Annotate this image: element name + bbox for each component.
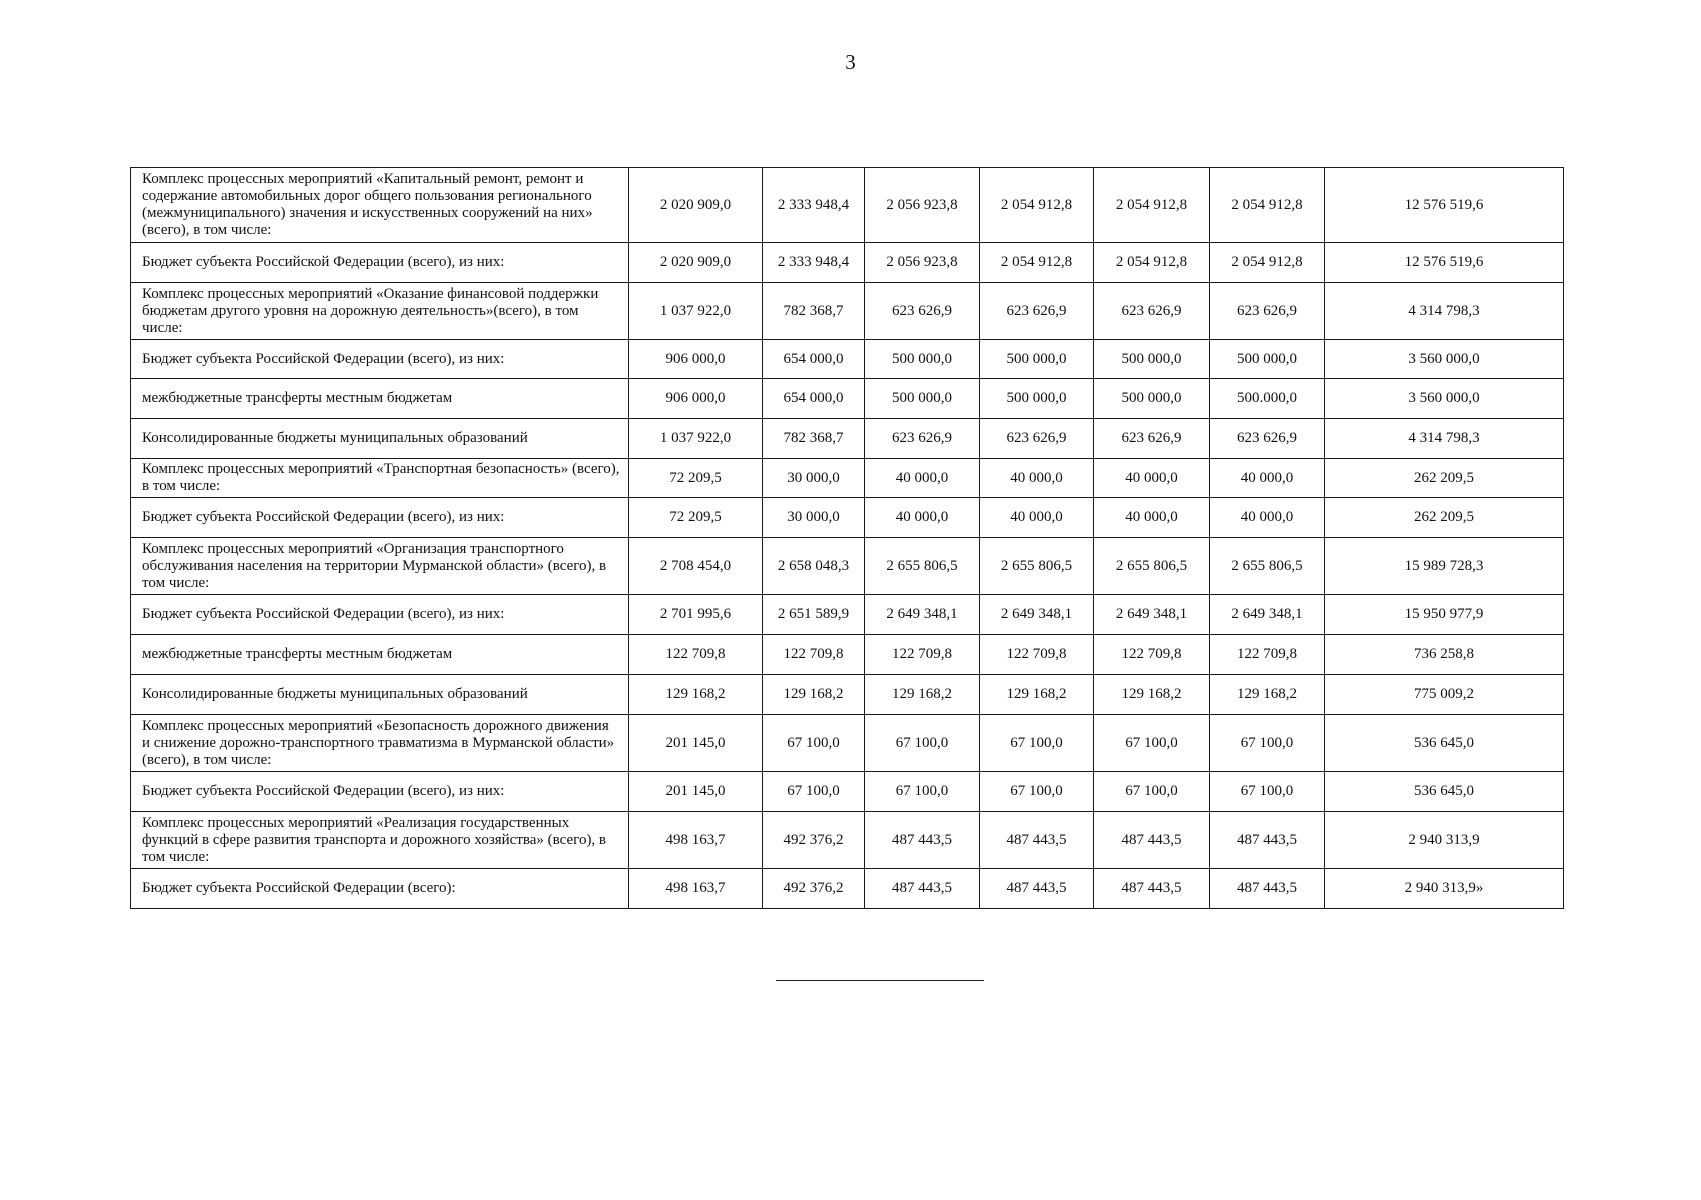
value-cell: 67 100,0 bbox=[865, 772, 980, 812]
value-cell: 500 000,0 bbox=[865, 340, 980, 379]
row-label: Комплекс процессных мероприятий «Транспортная безопасность» (всего), в том числе: bbox=[131, 459, 629, 498]
page-number: 3 bbox=[845, 50, 856, 74]
row-label: Консолидированные бюджеты муниципальных образований bbox=[131, 419, 629, 459]
value-cell: 2 054 912,8 bbox=[980, 243, 1094, 283]
value-cell: 906 000,0 bbox=[629, 340, 763, 379]
value-cell: 623 626,9 bbox=[980, 419, 1094, 459]
value-cell: 122 709,8 bbox=[1094, 635, 1210, 675]
value-cell: 40 000,0 bbox=[980, 498, 1094, 538]
value-cell: 2 333 948,4 bbox=[763, 168, 865, 243]
value-cell: 500 000,0 bbox=[865, 379, 980, 419]
value-cell: 1 037 922,0 bbox=[629, 283, 763, 340]
value-cell: 2 054 912,8 bbox=[980, 168, 1094, 243]
value-cell: 2 658 048,3 bbox=[763, 538, 865, 595]
value-cell: 487 443,5 bbox=[980, 869, 1094, 909]
value-cell: 2 655 806,5 bbox=[865, 538, 980, 595]
value-cell: 623 626,9 bbox=[1210, 283, 1325, 340]
row-label: Бюджет субъекта Российской Федерации (всего), из них: bbox=[131, 772, 629, 812]
value-cell: 2 056 923,8 bbox=[865, 168, 980, 243]
value-cell: 2 651 589,9 bbox=[763, 595, 865, 635]
value-cell: 500.000,0 bbox=[1210, 379, 1325, 419]
value-cell: 500 000,0 bbox=[1210, 340, 1325, 379]
value-cell: 1 037 922,0 bbox=[629, 419, 763, 459]
total-cell: 12 576 519,6 bbox=[1325, 243, 1564, 283]
value-cell: 40 000,0 bbox=[1210, 498, 1325, 538]
value-cell: 201 145,0 bbox=[629, 715, 763, 772]
value-cell: 498 163,7 bbox=[629, 812, 763, 869]
table-row bbox=[131, 675, 1564, 715]
value-cell: 30 000,0 bbox=[763, 498, 865, 538]
value-cell: 2 649 348,1 bbox=[1094, 595, 1210, 635]
value-cell: 129 168,2 bbox=[629, 675, 763, 715]
table-row bbox=[131, 379, 1564, 419]
value-cell: 2 655 806,5 bbox=[980, 538, 1094, 595]
value-cell: 623 626,9 bbox=[1210, 419, 1325, 459]
budget-table bbox=[130, 167, 1564, 909]
value-cell: 40 000,0 bbox=[865, 459, 980, 498]
value-cell: 2 701 995,6 bbox=[629, 595, 763, 635]
value-cell: 67 100,0 bbox=[1094, 715, 1210, 772]
value-cell: 72 209,5 bbox=[629, 498, 763, 538]
value-cell: 487 443,5 bbox=[1210, 869, 1325, 909]
value-cell: 782 368,7 bbox=[763, 283, 865, 340]
value-cell: 122 709,8 bbox=[763, 635, 865, 675]
value-cell: 487 443,5 bbox=[1210, 812, 1325, 869]
total-cell: 262 209,5 bbox=[1325, 498, 1564, 538]
table-row bbox=[131, 538, 1564, 595]
value-cell: 654 000,0 bbox=[763, 340, 865, 379]
row-label: межбюджетные трансферты местным бюджетам bbox=[131, 379, 629, 419]
row-label: Бюджет субъекта Российской Федерации (всего): bbox=[131, 869, 629, 909]
value-cell: 129 168,2 bbox=[763, 675, 865, 715]
value-cell: 500 000,0 bbox=[980, 379, 1094, 419]
value-cell: 500 000,0 bbox=[1094, 340, 1210, 379]
value-cell: 2 054 912,8 bbox=[1094, 168, 1210, 243]
value-cell: 500 000,0 bbox=[1094, 379, 1210, 419]
value-cell: 40 000,0 bbox=[980, 459, 1094, 498]
value-cell: 2 054 912,8 bbox=[1210, 243, 1325, 283]
value-cell: 2 655 806,5 bbox=[1094, 538, 1210, 595]
closing-rule bbox=[776, 980, 984, 981]
value-cell: 487 443,5 bbox=[980, 812, 1094, 869]
row-label: Бюджет субъекта Российской Федерации (всего), из них: bbox=[131, 595, 629, 635]
table-row bbox=[131, 243, 1564, 283]
row-label: Бюджет субъекта Российской Федерации (всего), из них: bbox=[131, 498, 629, 538]
value-cell: 2 649 348,1 bbox=[1210, 595, 1325, 635]
value-cell: 2 054 912,8 bbox=[1094, 243, 1210, 283]
table-body bbox=[131, 168, 1564, 909]
value-cell: 623 626,9 bbox=[1094, 419, 1210, 459]
table-row bbox=[131, 283, 1564, 340]
total-cell: 262 209,5 bbox=[1325, 459, 1564, 498]
value-cell: 67 100,0 bbox=[763, 772, 865, 812]
value-cell: 2 708 454,0 bbox=[629, 538, 763, 595]
value-cell: 67 100,0 bbox=[980, 715, 1094, 772]
table-row bbox=[131, 419, 1564, 459]
value-cell: 40 000,0 bbox=[1094, 498, 1210, 538]
total-cell: 4 314 798,3 bbox=[1325, 283, 1564, 340]
total-cell: 2 940 313,9» bbox=[1325, 869, 1564, 909]
value-cell: 122 709,8 bbox=[629, 635, 763, 675]
value-cell: 498 163,7 bbox=[629, 869, 763, 909]
value-cell: 40 000,0 bbox=[1210, 459, 1325, 498]
value-cell: 122 709,8 bbox=[980, 635, 1094, 675]
row-label: Комплекс процессных мероприятий «Оказание финансовой поддержки бюджетам другого уровня на дорожную деятельность»(всего), в том числе: bbox=[131, 283, 629, 340]
value-cell: 122 709,8 bbox=[1210, 635, 1325, 675]
total-cell: 536 645,0 bbox=[1325, 715, 1564, 772]
row-label: Комплекс процессных мероприятий «Безопасность дорожного движения и снижение дорожно-транспортного травматизма в Мурманской области» (всего), в том числе: bbox=[131, 715, 629, 772]
table-row bbox=[131, 168, 1564, 243]
row-label: Консолидированные бюджеты муниципальных образований bbox=[131, 675, 629, 715]
value-cell: 487 443,5 bbox=[1094, 869, 1210, 909]
value-cell: 487 443,5 bbox=[1094, 812, 1210, 869]
table-row bbox=[131, 772, 1564, 812]
value-cell: 487 443,5 bbox=[865, 812, 980, 869]
value-cell: 67 100,0 bbox=[865, 715, 980, 772]
total-cell: 775 009,2 bbox=[1325, 675, 1564, 715]
total-cell: 2 940 313,9 bbox=[1325, 812, 1564, 869]
total-cell: 536 645,0 bbox=[1325, 772, 1564, 812]
value-cell: 67 100,0 bbox=[1210, 715, 1325, 772]
value-cell: 72 209,5 bbox=[629, 459, 763, 498]
value-cell: 2 054 912,8 bbox=[1210, 168, 1325, 243]
total-cell: 15 950 977,9 bbox=[1325, 595, 1564, 635]
value-cell: 129 168,2 bbox=[1210, 675, 1325, 715]
row-label: Бюджет субъекта Российской Федерации (всего), из них: bbox=[131, 243, 629, 283]
value-cell: 129 168,2 bbox=[1094, 675, 1210, 715]
value-cell: 492 376,2 bbox=[763, 869, 865, 909]
value-cell: 623 626,9 bbox=[980, 283, 1094, 340]
table-row bbox=[131, 498, 1564, 538]
value-cell: 67 100,0 bbox=[763, 715, 865, 772]
row-label: Комплекс процессных мероприятий «Организация транспортного обслуживания населения на территории Мурманской области» (всего), в том числе: bbox=[131, 538, 629, 595]
value-cell: 67 100,0 bbox=[1094, 772, 1210, 812]
value-cell: 2 020 909,0 bbox=[629, 168, 763, 243]
value-cell: 500 000,0 bbox=[980, 340, 1094, 379]
value-cell: 2 649 348,1 bbox=[980, 595, 1094, 635]
value-cell: 623 626,9 bbox=[865, 419, 980, 459]
value-cell: 40 000,0 bbox=[865, 498, 980, 538]
value-cell: 122 709,8 bbox=[865, 635, 980, 675]
table-row bbox=[131, 812, 1564, 869]
value-cell: 67 100,0 bbox=[980, 772, 1094, 812]
value-cell: 2 333 948,4 bbox=[763, 243, 865, 283]
total-cell: 736 258,8 bbox=[1325, 635, 1564, 675]
value-cell: 67 100,0 bbox=[1210, 772, 1325, 812]
value-cell: 654 000,0 bbox=[763, 379, 865, 419]
total-cell: 15 989 728,3 bbox=[1325, 538, 1564, 595]
row-label: Бюджет субъекта Российской Федерации (всего), из них: bbox=[131, 340, 629, 379]
total-cell: 3 560 000,0 bbox=[1325, 340, 1564, 379]
value-cell: 2 649 348,1 bbox=[865, 595, 980, 635]
value-cell: 782 368,7 bbox=[763, 419, 865, 459]
table-row bbox=[131, 340, 1564, 379]
value-cell: 129 168,2 bbox=[980, 675, 1094, 715]
value-cell: 492 376,2 bbox=[763, 812, 865, 869]
total-cell: 3 560 000,0 bbox=[1325, 379, 1564, 419]
table-row bbox=[131, 869, 1564, 909]
value-cell: 623 626,9 bbox=[865, 283, 980, 340]
value-cell: 40 000,0 bbox=[1094, 459, 1210, 498]
table-row bbox=[131, 459, 1564, 498]
value-cell: 129 168,2 bbox=[865, 675, 980, 715]
value-cell: 906 000,0 bbox=[629, 379, 763, 419]
value-cell: 201 145,0 bbox=[629, 772, 763, 812]
value-cell: 2 020 909,0 bbox=[629, 243, 763, 283]
value-cell: 487 443,5 bbox=[865, 869, 980, 909]
value-cell: 2 056 923,8 bbox=[865, 243, 980, 283]
row-label: Комплекс процессных мероприятий «Капитальный ремонт, ремонт и содержание автомобильных дорог общего пользования регионального (межмуниципального) значения и искусственных сооружений на них» (всего), в том числе: bbox=[131, 168, 629, 243]
row-label: межбюджетные трансферты местным бюджетам bbox=[131, 635, 629, 675]
value-cell: 30 000,0 bbox=[763, 459, 865, 498]
table-row bbox=[131, 715, 1564, 772]
value-cell: 623 626,9 bbox=[1094, 283, 1210, 340]
table-row bbox=[131, 635, 1564, 675]
total-cell: 12 576 519,6 bbox=[1325, 168, 1564, 243]
table-row bbox=[131, 595, 1564, 635]
total-cell: 4 314 798,3 bbox=[1325, 419, 1564, 459]
value-cell: 2 655 806,5 bbox=[1210, 538, 1325, 595]
row-label: Комплекс процессных мероприятий «Реализация государственных функций в сфере развития транспорта и дорожного хозяйства» (всего), в том числе: bbox=[131, 812, 629, 869]
